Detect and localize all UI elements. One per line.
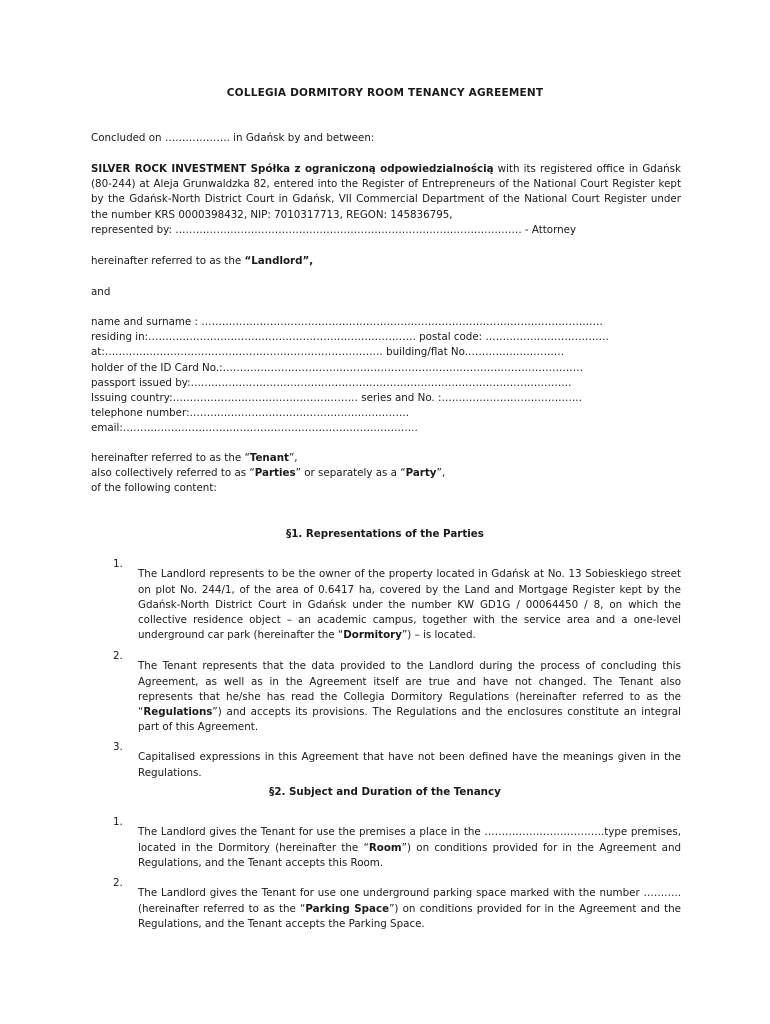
concluded-text: Concluded on ………………. in Gdańsk by and between: [91,132,375,144]
document-title: COLLEGIA DORMITORY ROOM TENANCY AGREEMENT [226,87,544,99]
landlord-ref-pre: hereinafter referred to as the [91,255,245,267]
landlord-name: SILVER ROCK INVESTMENT Spółka z ograniczoną odpowiedzialnością [91,163,494,175]
tenant-field-email: email:………………………………………………………………………….. [91,422,418,435]
landlord-block [91,162,681,238]
tenant-field-passport: passport issued by:………………………………………………………………………………………………… [91,376,572,389]
section-2-item-1 [113,815,681,881]
landlord-ref-term: “Landlord”, [244,255,314,267]
tenant-reference [91,451,681,497]
section-1-heading: §1. Representations of the Parties [286,528,484,540]
item-text: Capitalised expressions in this Agreement that have not been defined have the meanings given in the Regulations. [138,751,681,779]
and-line [91,285,681,300]
parking-space-term: Parking Space [305,902,390,915]
tenant-ref-line-2: also collectively referred to as “Parties” or separately as a “Party”, [91,467,446,480]
tenant-field-name: name and surname : ……………………………………………………………………………………………………… [91,316,603,328]
item-text: The Tenant represents that the data provided to the Landlord during the process of concluding this Agreement, as well as in the Agreement itself are true and have not changed. The Tenant also represents that he/she has read the Collegia Dormitory Regulations (hereinafter referred to as the “Regulations”) and accepts its provisions. The Regulations and the enclosures constitute an integral part of this Agreement. [138,660,681,734]
item-number: 3. [113,741,123,753]
tenant-field-address: at:……………………………………………………………………… building/flat No.………………………. [91,346,564,359]
landlord-paragraph [91,162,681,223]
tenant-field-issuing-country: Issuing country:……………………………………………… series and No. :………………………………….. [91,392,582,405]
concluded-line [91,131,681,146]
section-2-item-2 [113,876,681,942]
and-text: and [91,286,111,298]
tenant-ref-line-1: hereinafter referred to as the “Tenant”, [91,452,298,464]
item-text: The Landlord gives the Tenant for use one underground parking space marked with the number ……….. (hereinafter referred to as the “Parking Space”) on conditions provided for in the Agreement and the Regulations, and the Tenant accepts the Parking Space. [138,887,681,930]
party-term: Party [405,467,437,480]
item-number: 2. [113,877,123,889]
tenant-field-id-card: holder of the ID Card No.:…………………………………………………………………………………………… [91,361,583,374]
parties-term: Parties [254,467,296,480]
section-1-item-1 [113,557,681,654]
item-number: 1. [113,558,123,570]
section-1-item-2 [113,649,681,746]
item-number: 2. [113,650,123,662]
tenant-fields [91,315,681,437]
section-2-heading: §2. Subject and Duration of the Tenancy [269,786,501,798]
tenant-term: Tenant [249,452,289,464]
tenant-field-residing: residing in:…………………………………………………………………… postal code: ……………………………… [91,331,609,344]
landlord-represented: represented by: ………………………………………………………………………………….……. - Attorney [91,223,577,236]
landlord-details: with its registered office in Gdańsk (80-244) at Aleja Grunwaldzka 82, entered into the Register of Entrepreneurs of the National Court Register kept by the Gdańsk-North District Court in Gdańsk, VII Commercial Department of the National Court Register under the number KRS 0000398432, NIP: 7010317713, REGON: 145836795, [91,163,681,221]
dormitory-term: Dormitory [343,629,402,642]
tenant-field-telephone: telephone number:………………………………………………………. [91,407,410,420]
section-1-item-3 [113,740,681,791]
landlord-reference [91,254,681,269]
regulations-term: Regulations [143,705,213,718]
tenant-ref-line-3: of the following content: [91,482,217,495]
item-number: 1. [113,816,123,828]
landlord-reference-text [91,254,681,269]
item-text: The Landlord gives the Tenant for use the premises a place in the ……………………………..type premises, located in the Dormitory (hereinafter the “Room”) on conditions provided for in the Agreement and Regulations, and the Tenant accepts this Room. [138,826,682,869]
item-text: The Landlord represents to be the owner of the property located in Gdańsk at No. 13 Sobieskiego street on plot No. 244/1, of the area of 0.6417 ha, covered by the Land and Mortgage Register kept by the Gdańsk-North District Court in Gdańsk under the number KW GD1G / 00064450 / 8, on which the collective residence object – an academic campus, together with the service area and a one-level underground car park (hereinafter the “Dormitory”) – is located. [138,568,681,642]
room-term: Room [368,841,402,854]
